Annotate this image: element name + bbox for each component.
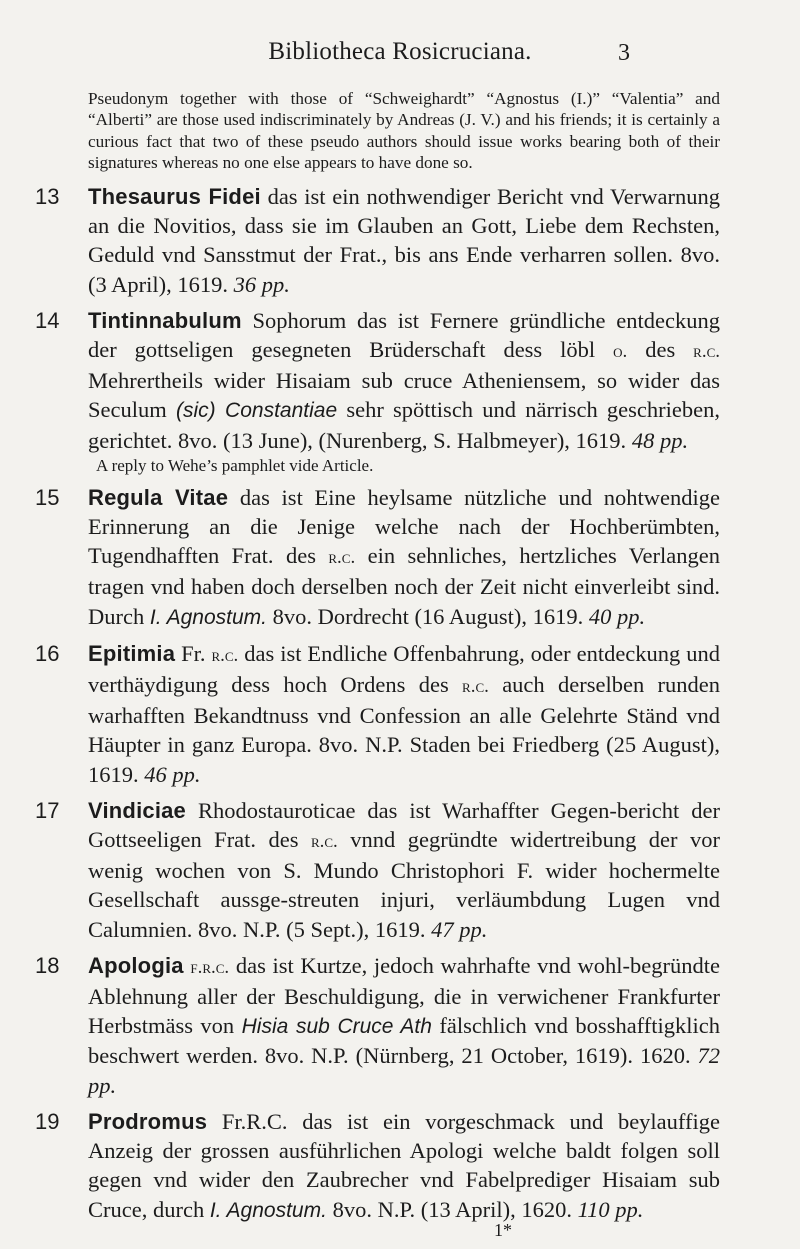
entry-text: das ist Endliche Offenbahrung, oder entdeckung und verthäydigung dess hoch Ordens des bbox=[88, 640, 720, 698]
page-count: 72 pp. bbox=[88, 1043, 720, 1098]
entry-body bbox=[88, 639, 720, 789]
entry-body bbox=[88, 306, 720, 476]
entry-text: ein sehnliches, hertzliches Verlangen tragen vnd haben doch derselben noch der Zeit nicht einverleibt sind. Durch bbox=[88, 543, 720, 629]
intro-paragraph: Pseudonym together with those of “Schweighardt” “Agnostus (I.)” “Valentia” and “Alberti” are those used indiscriminately by Andreas (J. V.) and his friends; it is certainly a curious fact that two of these pseudo authors should issue works bearing both of their signatures whereas no one else appears to have done so. bbox=[88, 89, 720, 172]
abbreviation: r.c. bbox=[310, 831, 338, 853]
abbreviation: r.c. bbox=[693, 341, 720, 363]
entry-body bbox=[88, 1107, 720, 1225]
entry-title: Vindiciae bbox=[88, 797, 186, 823]
entry-13 bbox=[0, 182, 800, 299]
signature-mark: 1* bbox=[494, 1220, 512, 1240]
page-number: 3 bbox=[618, 40, 630, 66]
entry-title: Epitimia bbox=[88, 640, 176, 666]
entry-text: fälschlich vnd bosshafftigklich beschwert werden. 8vo. N.P. (Nürnberg, 21 October, 1619). 1620. bbox=[88, 1013, 721, 1069]
entry-16 bbox=[0, 639, 800, 789]
entry-title: Prodromus bbox=[88, 1108, 208, 1134]
entry-number: 18 bbox=[35, 952, 60, 978]
entry-text: 8vo. Dordrecht (16 August), 1619. bbox=[266, 603, 589, 629]
entry-text: Fr. bbox=[175, 640, 212, 666]
running-head: Bibliotheca Rosicruciana. bbox=[268, 38, 532, 65]
page-count: 47 pp. bbox=[431, 916, 488, 942]
entry-text: 8vo. N.P. (13 April), 1620. bbox=[326, 1196, 578, 1222]
entry-14 bbox=[0, 306, 800, 476]
entry-18 bbox=[0, 951, 800, 1100]
page-count: 48 pp. bbox=[631, 427, 689, 453]
entry-number: 15 bbox=[35, 484, 60, 510]
entry-text: das ist Eine heylsame nützliche und nohtwendige Erinnerung an die Jenige welche nach der Hochberümbten, Tugendhafften Frat. des bbox=[88, 484, 721, 569]
entry-text: sehr spöttisch und närrisch geschrieben, gerichtet. 8vo. (13 June), (Nurenberg, S. Halbmeyer), 1619. bbox=[88, 397, 720, 453]
entry-body bbox=[88, 483, 720, 632]
entry-text: auch derselben runden warhafften Bekandtnuss vnd Confession an alle Gelehrte Ständ vnd Häupter in ganz Europa. 8vo. N.P. Staden bei Friedberg (25 August), 1619. bbox=[88, 672, 720, 787]
entry-text: das ist Kurtze, jedoch wahrhafte vnd wohl-begründte Ablehnung aller der Beschuldigung, die in verwichener Frankfurter Herbstmäss von bbox=[88, 952, 720, 1039]
entry-number: 16 bbox=[35, 640, 60, 666]
entry-body bbox=[88, 951, 720, 1100]
entry-number: 19 bbox=[35, 1108, 60, 1134]
italic-text: I. Agnostum. bbox=[149, 605, 267, 629]
entry-title: Apologia bbox=[88, 952, 184, 978]
entry-text: vnnd gegründte widertreibung der vor wenig wochen von S. Mundo Christophori F. wider hochermelte Gesellschaft aussge-streuten injuri, verläumbdung Lugen vnd Calumnien. 8vo. N.P. (5 Sept.), 1619. bbox=[88, 827, 720, 942]
abbreviation: r.c. bbox=[211, 644, 239, 666]
entry-17 bbox=[0, 796, 800, 944]
entry-list bbox=[0, 182, 800, 1232]
entry-number: 14 bbox=[35, 307, 60, 333]
entry-text: des bbox=[627, 337, 694, 363]
entry-note: A reply to Wehe’s pamphlet vide Article. bbox=[96, 455, 374, 475]
page-count: 110 pp. bbox=[577, 1196, 644, 1222]
entry-text: das ist ein nothwendiger Bericht vnd Verwarnung an die Novitios, dass sie im Glauben an Gott, Liebe dem Rechsten, Geduld vnd Sansstmut der Frat., bis ans Ende verharren sollen. 8vo. (3 April), 1619. bbox=[88, 184, 720, 297]
italic-text: Hisia sub Cruce Ath bbox=[241, 1015, 432, 1039]
entry-15 bbox=[0, 483, 800, 632]
page-count: 46 pp. bbox=[144, 761, 201, 787]
entry-text: Sophorum das ist Fernere gründliche entdeckung der gottseligen gesegneten Brüderschaft dess löbl bbox=[88, 307, 720, 363]
entry-title: Tintinnabulum bbox=[88, 307, 242, 333]
entry-title: Thesaurus Fidei bbox=[88, 184, 261, 209]
entry-title: Regula Vitae bbox=[88, 484, 229, 510]
entry-number: 17 bbox=[35, 797, 60, 823]
entry-text: Mehrertheils wider Hisaiam sub cruce Atheniensem, so wider das Seculum bbox=[88, 368, 720, 423]
entry-body bbox=[88, 796, 720, 944]
entry-text: Fr.R.C. das ist ein vorgeschmack und beylauffige Anzeig der grossen ausführlichen Apologi welche baldt folgen soll gegen vnd wider den Zaubrecher vnd Fabelprediger Hisaiam sub Cruce, durch bbox=[88, 1108, 720, 1222]
abbreviation: f.r.c. bbox=[190, 956, 230, 978]
page-count: 36 pp. bbox=[233, 271, 290, 297]
italic-text: (sic) Constantiae bbox=[175, 399, 338, 423]
entry-number: 13 bbox=[35, 184, 60, 209]
abbreviation: o. bbox=[613, 341, 628, 363]
italic-text: I. Agnostum. bbox=[209, 1198, 327, 1222]
abbreviation: r.c. bbox=[462, 676, 489, 698]
entry-19 bbox=[0, 1107, 800, 1225]
abbreviation: r.c. bbox=[328, 547, 356, 569]
entry-text: Rhodostauroticae das ist Warhaffter Gegen-bericht der Gottseeligen Frat. des bbox=[88, 797, 720, 853]
page-count: 40 pp. bbox=[588, 603, 646, 629]
entry-body bbox=[88, 182, 720, 299]
